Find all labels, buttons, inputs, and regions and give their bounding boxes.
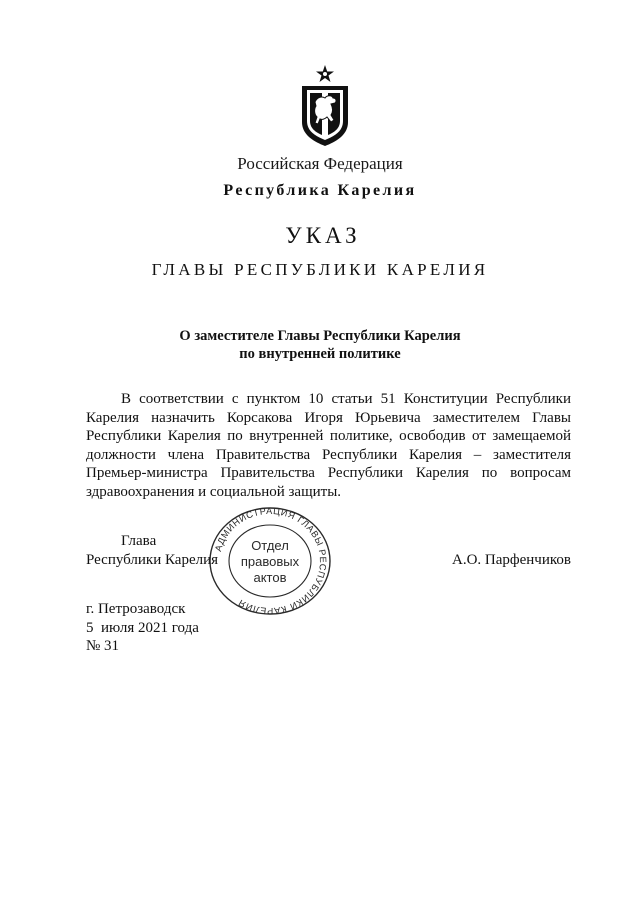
stamp-line-2: правовых xyxy=(240,554,300,569)
country-name: Российская Федерация xyxy=(237,154,403,173)
stamp-line-1: Отдел xyxy=(251,538,289,553)
signatory-position-line-1: Глава xyxy=(121,533,157,549)
document-requisites xyxy=(86,600,199,656)
republic-name: Республика Карелия xyxy=(223,182,417,199)
signatory-position-line-2: Республики Карелия xyxy=(86,552,219,568)
subject-line-1: О заместителе Главы Республики Карелия xyxy=(179,328,461,344)
decree-body: В соответствии с пунктом 10 статьи 51 Конституции Республики Карелия назначить Корсакова Игоря Юрьевича заместителем Главы Республики Карелия по внутренней политике, освободив от замещаемой должности члена Правительства Республики Карелия – заместителя Премьер-министра Правительства Республики Карелия по вопросам здравоохранения и социальной защиты. xyxy=(86,391,571,500)
official-stamp xyxy=(207,506,333,616)
document-number: № 31 xyxy=(86,638,120,654)
document-issuer: ГЛАВЫ РЕСПУБЛИКИ КАРЕЛИЯ xyxy=(151,260,489,279)
signatory-name: А.О. Парфенчиков xyxy=(452,552,571,568)
stamp-line-3: актов xyxy=(253,570,287,585)
coat-of-arms-icon xyxy=(298,64,352,148)
subject-line-2: по внутренней политике xyxy=(239,346,401,362)
document-type: УКАЗ xyxy=(285,223,361,248)
document-date: 5 июля 2021 года xyxy=(86,619,199,636)
signatory-position xyxy=(86,532,218,570)
stamp-ring-text: АДМИНИСТРАЦИЯ ГЛАВЫ РЕСПУБЛИКИ КАРЕЛИЯ xyxy=(213,506,329,616)
document-place: г. Петрозаводск xyxy=(86,601,186,617)
document-subject xyxy=(0,327,640,363)
